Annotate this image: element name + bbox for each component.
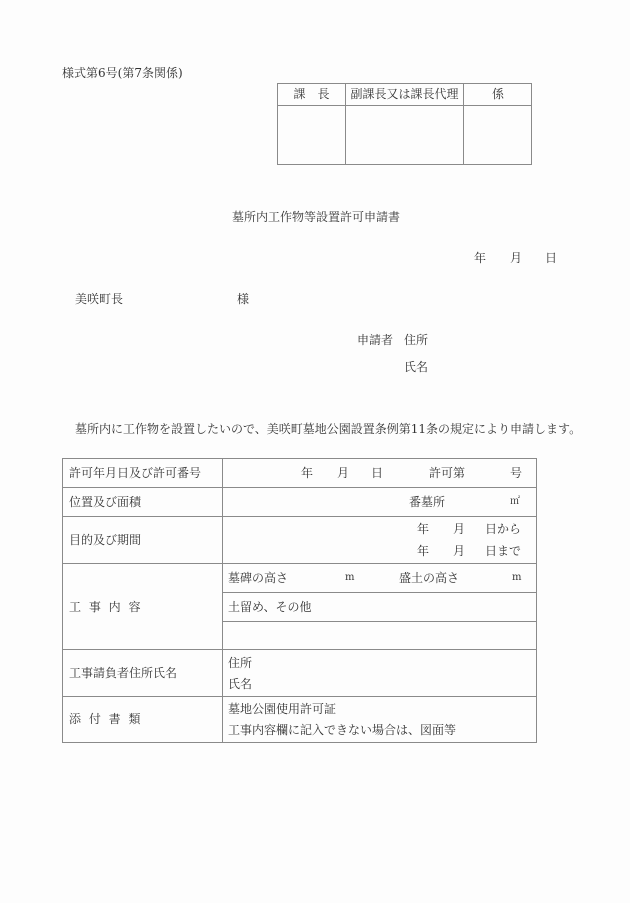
applicant-label: 申請者 [357, 333, 394, 347]
area-unit-label: ㎡ [510, 496, 520, 507]
mound-height-unit: m [512, 572, 522, 583]
applicant-address-label: 住所 [404, 333, 429, 347]
attachment-drawings: 工事内容欄に記入できない場合は、図面等 [228, 723, 457, 737]
addressee-honorific: 様 [237, 292, 250, 306]
permit-year-label: 年 [301, 466, 314, 480]
stamp-field-deputy-chief[interactable] [346, 106, 463, 165]
divider [63, 516, 536, 517]
form-number: 様式第6号(第7条関係) [62, 66, 183, 80]
divider [63, 563, 536, 564]
row-label-contractor: 工事請負者住所氏名 [69, 666, 178, 680]
applicant-name-label: 氏名 [404, 360, 429, 374]
retaining-other-label: 土留め、その他 [228, 600, 312, 614]
stamp-field-staff[interactable] [464, 106, 532, 165]
period-to-month: 月 [453, 544, 466, 558]
contractor-name-label: 氏名 [228, 677, 253, 691]
period-to-day: 日まで [485, 544, 522, 558]
contractor-address-label: 住所 [228, 656, 253, 670]
row-label-location-area: 位置及び面積 [69, 495, 142, 509]
approval-header-section-chief: 課 長 [293, 87, 330, 101]
date-day-label: 日 [545, 251, 558, 265]
permit-number-suffix: 号 [510, 466, 523, 480]
period-from-day: 日から [485, 522, 522, 536]
tombstone-height-label: 墓碑の高さ [228, 571, 289, 585]
permit-month-label: 月 [337, 466, 350, 480]
divider [222, 459, 223, 742]
divider [63, 649, 536, 650]
divider [222, 592, 536, 593]
permit-number-prefix: 許可第 [429, 466, 466, 480]
row-label-permit-date-number: 許可年月日及び許可番号 [69, 466, 202, 480]
period-from-month: 月 [453, 522, 466, 536]
date-month-label: 月 [510, 251, 523, 265]
period-to-year: 年 [417, 544, 430, 558]
divider [63, 487, 536, 488]
addressee-name: 美咲町長 [75, 292, 124, 306]
period-from-year: 年 [417, 522, 430, 536]
work-content-blank-field[interactable] [223, 622, 536, 649]
divider [63, 696, 536, 697]
permit-day-label: 日 [371, 466, 384, 480]
approval-header-staff: 係 [491, 87, 504, 101]
tombstone-height-unit: m [345, 572, 355, 583]
approval-header-deputy-chief: 副課長又は課長代理 [350, 87, 459, 101]
row-label-purpose-period: 目的及び期間 [69, 533, 142, 547]
application-statement: 墓所内に工作物を設置したいので、美咲町墓地公園設置条例第11条の規定により申請します。 [75, 422, 582, 436]
date-year-label: 年 [474, 251, 487, 265]
application-details-table [62, 458, 537, 743]
row-label-attachments: 添 付 書 類 [69, 712, 141, 726]
attachment-permit-certificate: 墓地公園使用許可証 [228, 702, 337, 716]
page-title: 墓所内工作物等設置許可申請書 [232, 210, 401, 224]
approval-stamp-box [277, 83, 532, 165]
mound-height-label: 盛土の高さ [399, 571, 460, 585]
row-label-work-content: 工 事 内 容 [69, 600, 141, 614]
plot-number-label: 番墓所 [409, 495, 446, 509]
stamp-field-section-chief[interactable] [278, 106, 345, 165]
